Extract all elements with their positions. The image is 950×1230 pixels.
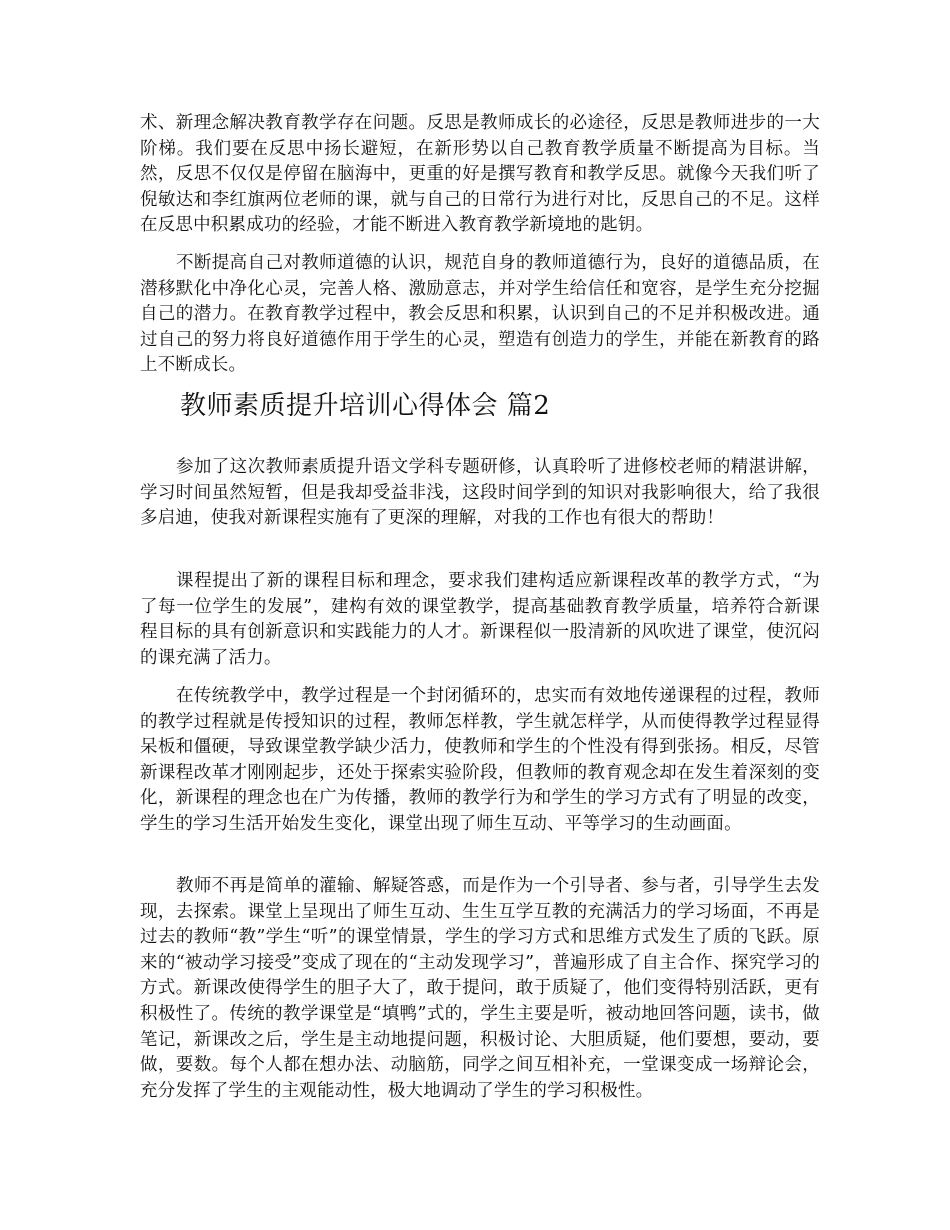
paragraph: 课程提出了新的课程目标和理念，要求我们建构适应新课程改革的教学方式，“为了每一位学生的发展”，建构有效的课堂教学，提高基础教育教学质量，培养符合新课程目标的具有创新意识和实践能力的人才。新课程似一股清新的风吹进了课堂，使沉闷的课充满了活力。	[140, 571, 820, 668]
paragraph: 教师不再是简单的灌输、解疑答惑，而是作为一个引导者、参与者，引导学生去发现，去探索。课堂上呈现出了师生互动、生生互学互教的充满活力的学习场面，不再是过去的教师“教”学生“听”的课堂情景，学生的学习方式和思维方式发生了质的飞跃。原来的“被动学习接受”变成了现在的“主动发现学习”，普遍形成了自主合作、探究学习的方式。新课改使得学生的胆子大了，敢于提问，敢于质疑了，他们变得特别活跃，更有积极性了。传统的教学课堂是“填鸭”式的，学生主要是听，被动地回答问题，读书，做笔记，新课改之后，学生是主动地提问题，积极讨论、大胆质疑，他们要想，要动，要做，要数。每个人都在想办法、动脑筋，同学之间互相补充，一堂课变成一场辩论会，充分发挥了学生的主观能动性，极大地调动了学生的学习积极性。	[140, 876, 820, 1101]
paragraph: 参加了这次教师素质提升语文学科专题研修，认真聆听了进修校老师的精湛讲解，学习时间虽然短暂，但是我却受益非浅，这段时间学到的知识对我影响很大，给了我很多启迪，使我对新课程实施有了更深的理解，对我的工作也有很大的帮助！	[140, 457, 820, 529]
section-heading: 教师素质提升培训心得体会 篇2	[180, 391, 551, 421]
continued-paragraph: 术、新理念解决教育教学存在问题。反思是教师成长的必途径，反思是教师进步的一大阶梯。我们要在反思中扬长避短，在新形势以自己教育教学质量不断提高为目标。当然，反思不仅仅是停留在脑海中，更重的好是撰写教育和教学反思。就像今天我们听了倪敏达和李红旗两位老师的课，就与自己的日常行为进行对比，反思自己的不足。这样在反思中积累成功的经验，才能不断进入教育教学新境地的匙钥。	[140, 113, 820, 236]
paragraph: 不断提高自己对教师道德的认识，规范自身的教师道德行为，良好的道德品质，在潜移默化中净化心灵，完善人格、激励意志，并对学生给信任和宽容，是学生充分挖掘自己的潜力。在教育教学过程中，教会反思和积累，认识到自己的不足并积极改进。通过自己的努力将良好道德作用于学生的心灵，塑造有创造力的学生，并能在新教育的路上不断成长。	[140, 253, 820, 376]
paragraph: 在传统教学中，教学过程是一个封闭循环的，忠实而有效地传递课程的过程，教师的教学过程就是传授知识的过程，教师怎样教，学生就怎样学，从而使得教学过程显得呆板和僵硬，导致课堂教学缺少活力，使教师和学生的个性没有得到张扬。相反，尽管新课程改革才刚刚起步，还处于探索实验阶段，但教师的教育观念却在发生着深刻的变化，新课程的理念也在广为传播，教师的教学行为和学生的学习方式有了明显的改变，学生的学习生活开始发生变化，课堂出现了师生互动、平等学习的生动画面。	[140, 686, 820, 834]
